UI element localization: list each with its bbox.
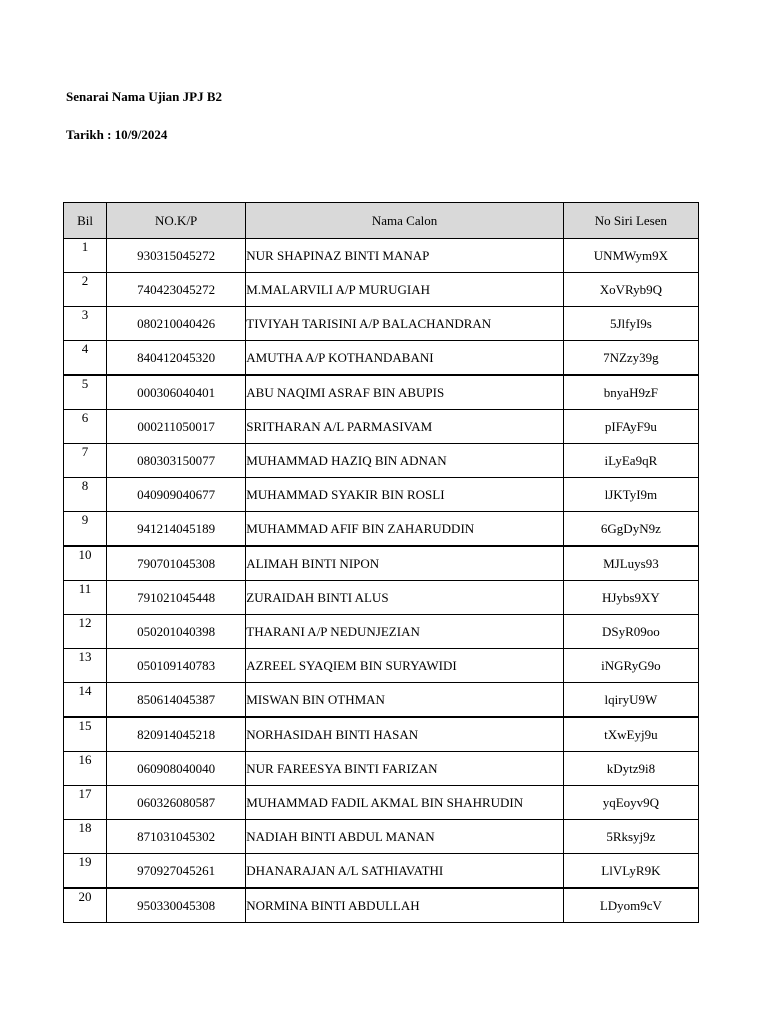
row-number: 7 [64,444,107,478]
document-title: Senarai Nama Ujian JPJ B2 [66,89,222,104]
license-serial-cell: iLyEa9qR [563,444,698,478]
candidate-name-cell: DHANARAJAN A/L SATHIAVATHI [246,854,564,889]
candidate-name-cell: NADIAH BINTI ABDUL MANAN [246,820,564,854]
license-serial-cell: bnyaH9zF [563,375,698,410]
candidate-name-cell: ALIMAH BINTI NIPON [246,546,564,581]
ic-number-cell: 080210040426 [107,307,246,341]
row-number: 14 [64,683,107,718]
row-number: 10 [64,546,107,581]
row-number: 13 [64,649,107,683]
license-serial-cell: UNMWym9X [563,239,698,273]
ic-number-cell: 060908040040 [107,752,246,786]
ic-number-cell: 930315045272 [107,239,246,273]
row-number: 11 [64,581,107,615]
table-row [64,854,699,889]
row-number: 9 [64,512,107,547]
table-row [64,512,699,547]
row-number: 8 [64,478,107,512]
ic-number-cell: 790701045308 [107,546,246,581]
license-serial-cell: 5Rksyj9z [563,820,698,854]
license-serial-cell: kDytz9i8 [563,752,698,786]
candidate-name-cell: MUHAMMAD HAZIQ BIN ADNAN [246,444,564,478]
table-body [64,239,699,923]
candidate-name-cell: AMUTHA A/P KOTHANDABANI [246,341,564,376]
license-serial-cell: lqiryU9W [563,683,698,718]
ic-number-cell: 060326080587 [107,786,246,820]
license-serial-cell: iNGRyG9o [563,649,698,683]
candidate-name-cell: NUR FAREESYA BINTI FARIZAN [246,752,564,786]
row-number: 6 [64,410,107,444]
row-number: 5 [64,375,107,410]
license-serial-cell: LDyom9cV [563,888,698,923]
row-number: 20 [64,888,107,923]
table-row [64,683,699,718]
row-number: 1 [64,239,107,273]
candidate-name-cell: NORHASIDAH BINTI HASAN [246,717,564,752]
ic-number-cell: 791021045448 [107,581,246,615]
ic-number-cell: 740423045272 [107,273,246,307]
row-number: 17 [64,786,107,820]
row-number: 16 [64,752,107,786]
table-row [64,888,699,923]
table-row [64,820,699,854]
table-row [64,444,699,478]
table-row [64,717,699,752]
row-number: 15 [64,717,107,752]
table-header-row [64,203,699,239]
table-row [64,546,699,581]
table-row [64,341,699,376]
table-row [64,273,699,307]
license-serial-cell: LlVLyR9K [563,854,698,889]
candidate-name-cell: TIVIYAH TARISINI A/P BALACHANDRAN [246,307,564,341]
candidate-name-cell: THARANI A/P NEDUNJEZIAN [246,615,564,649]
header-candidate-name: Nama Calon [246,203,564,239]
row-number: 18 [64,820,107,854]
table-row [64,581,699,615]
license-serial-cell: lJKTyI9m [563,478,698,512]
ic-number-cell: 820914045218 [107,717,246,752]
document-date: Tarikh : 10/9/2024 [66,127,168,142]
candidate-name-cell: MUHAMMAD AFIF BIN ZAHARUDDIN [246,512,564,547]
table-row [64,307,699,341]
ic-number-cell: 941214045189 [107,512,246,547]
ic-number-cell: 850614045387 [107,683,246,718]
header-bil: Bil [64,203,107,239]
candidate-name-cell: AZREEL SYAQIEM BIN SURYAWIDI [246,649,564,683]
candidate-name-cell: M.MALARVILI A/P MURUGIAH [246,273,564,307]
license-serial-cell: 5JlfyI9s [563,307,698,341]
license-serial-cell: DSyR09oo [563,615,698,649]
license-serial-cell: pIFAyF9u [563,410,698,444]
candidate-name-cell: SRITHARAN A/L PARMASIVAM [246,410,564,444]
header-ic-number: NO.K/P [107,203,246,239]
candidate-name-cell: ABU NAQIMI ASRAF BIN ABUPIS [246,375,564,410]
ic-number-cell: 040909040677 [107,478,246,512]
license-serial-cell: MJLuys93 [563,546,698,581]
ic-number-cell: 080303150077 [107,444,246,478]
ic-number-cell: 050109140783 [107,649,246,683]
ic-number-cell: 970927045261 [107,854,246,889]
candidate-name-cell: NORMINA BINTI ABDULLAH [246,888,564,923]
header-license-serial: No Siri Lesen [563,203,698,239]
table-row [64,649,699,683]
table-row [64,239,699,273]
license-serial-cell: HJybs9XY [563,581,698,615]
row-number: 3 [64,307,107,341]
license-serial-cell: 6GgDyN9z [563,512,698,547]
row-number: 19 [64,854,107,889]
table-row [64,752,699,786]
ic-number-cell: 950330045308 [107,888,246,923]
candidate-name-cell: ZURAIDAH BINTI ALUS [246,581,564,615]
table-row [64,375,699,410]
row-number: 2 [64,273,107,307]
ic-number-cell: 050201040398 [107,615,246,649]
row-number: 4 [64,341,107,376]
ic-number-cell: 000306040401 [107,375,246,410]
candidate-table [63,202,699,923]
table-row [64,478,699,512]
license-serial-cell: tXwEyj9u [563,717,698,752]
candidate-name-cell: MUHAMMAD FADIL AKMAL BIN SHAHRUDIN [246,786,564,820]
row-number: 12 [64,615,107,649]
ic-number-cell: 840412045320 [107,341,246,376]
candidate-name-cell: MUHAMMAD SYAKIR BIN ROSLI [246,478,564,512]
ic-number-cell: 000211050017 [107,410,246,444]
license-serial-cell: 7NZzy39g [563,341,698,376]
table-row [64,786,699,820]
table-row [64,410,699,444]
candidate-name-cell: MISWAN BIN OTHMAN [246,683,564,718]
table-row [64,615,699,649]
license-serial-cell: XoVRyb9Q [563,273,698,307]
license-serial-cell: yqEoyv9Q [563,786,698,820]
ic-number-cell: 871031045302 [107,820,246,854]
candidate-name-cell: NUR SHAPINAZ BINTI MANAP [246,239,564,273]
